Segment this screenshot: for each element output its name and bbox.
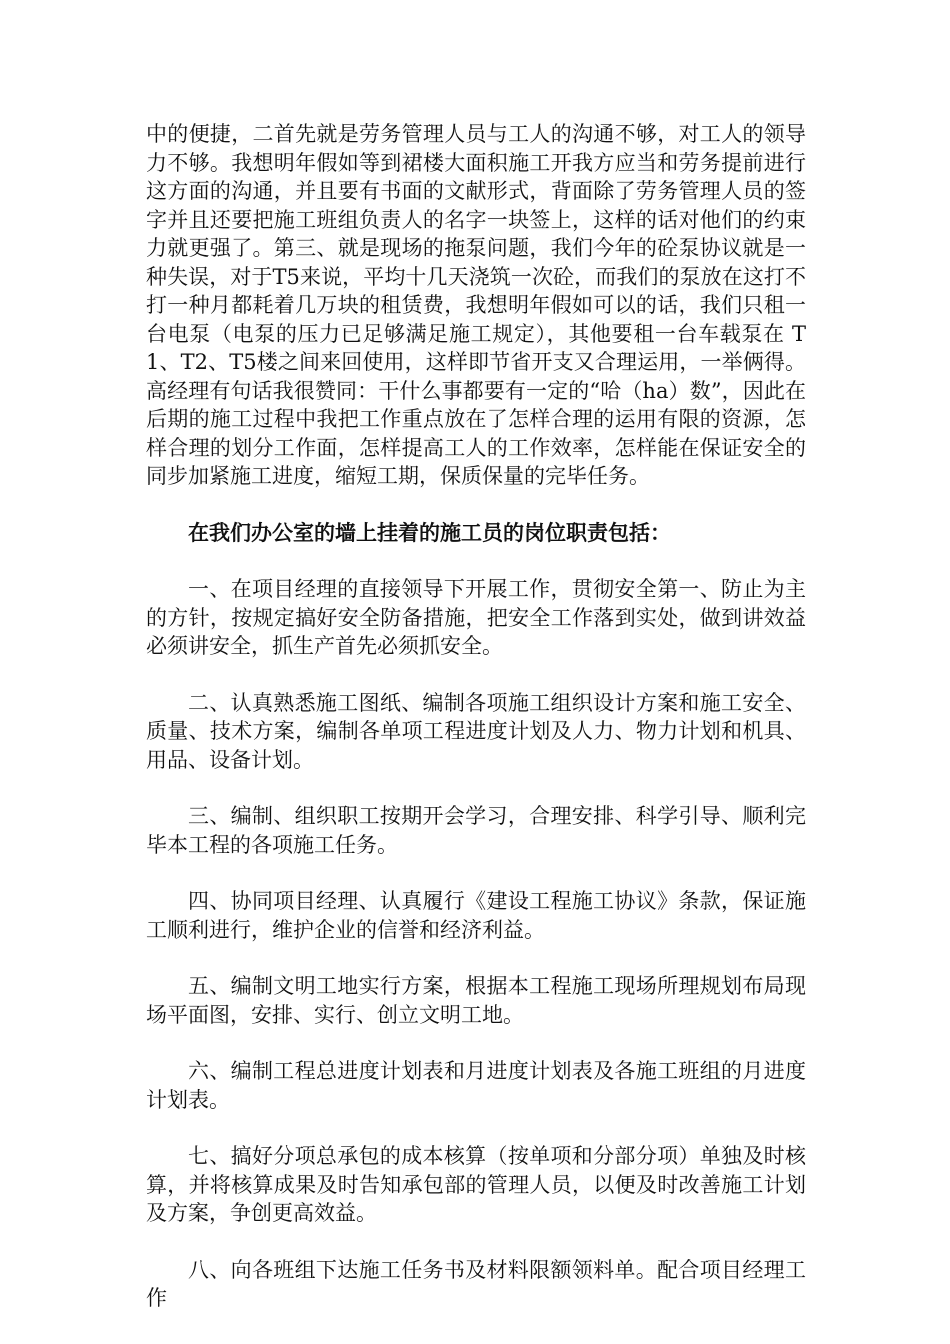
duty-item-3: 三、编制、组织职工按期开会学习，合理安排、科学引导、顺利完毕本工程的各项施工任务。: [146, 804, 806, 857]
section-heading: 在我们办公室的墙上挂着的施工员的岗位职责包括：: [188, 519, 671, 545]
duty-item-6: 六、编制工程总进度计划表和月进度计划表及各施工班组的月进度计划表。: [146, 1059, 806, 1112]
duty-item-8: 八、向各班组下达施工任务书及材料限额领料单。配合项目经理工作: [146, 1257, 806, 1310]
duty-item-5: 五、编制文明工地实行方案，根据本工程施工现场所理规划布局现场平面图，安排、实行、创立文明工地。: [146, 974, 806, 1027]
duty-item-2: 二、认真熟悉施工图纸、编制各项施工组织设计方案和施工安全、质量、技术方案，编制各单项工程进度计划及人力、物力计划和机具、用品、设备计划。: [146, 690, 806, 772]
intro-paragraph: 中的便捷，二首先就是劳务管理人员与工人的沟通不够，对工人的领导力不够。我想明年假如等到裙楼大面积施工开我方应当和劳务提前进行这方面的沟通，并且要有书面的文献形式，背面除了劳务管理人员的签字并且还要把施工班组负责人的名字一块签上，这样的话对他们的约束力就更强了。第三、就是现场的拖泵问题，我们今年的砼泵协议就是一种失误，对于T5来说，平均十几天浇筑一次砼，而我们的泵放在这打不打一种月都耗着几万块的租赁费，我想明年假如可以的话，我们只租一台电泵（电泵的压力已足够满足施工规定），其他要租一台车载泵在 T1、T2、T5楼之间来回使用，这样即节省开支又合理运用，一举俩得。高经理有句话我很赞同：干什么事都要有一定的“哈（ha）数”，因此在后期的施工过程中我把工作重点放在了怎样合理的运用有限的资源，怎样合理的划分工作面，怎样提高工人的工作效率，怎样能在保证安全的同步加紧施工进度，缩短工期，保质保量的完毕任务。: [146, 122, 806, 488]
document-page: [146, 120, 806, 1341]
duty-item-4: 四、协同项目经理、认真履行《建设工程施工协议》条款，保证施工顺利进行，维护企业的信誉和经济利益。: [146, 889, 806, 942]
duty-item-7: 七、搞好分项总承包的成本核算（按单项和分部分项）单独及时核算，并将核算成果及时告知承包部的管理人员，以便及时改善施工计划及方案，争创更高效益。: [146, 1144, 806, 1225]
duty-item-1: 一、在项目经理的直接领导下开展工作，贯彻安全第一、防止为主的方针，按规定搞好安全防备措施，把安全工作落到实处，做到讲效益必须讲安全，抓生产首先必须抓安全。: [146, 577, 806, 658]
